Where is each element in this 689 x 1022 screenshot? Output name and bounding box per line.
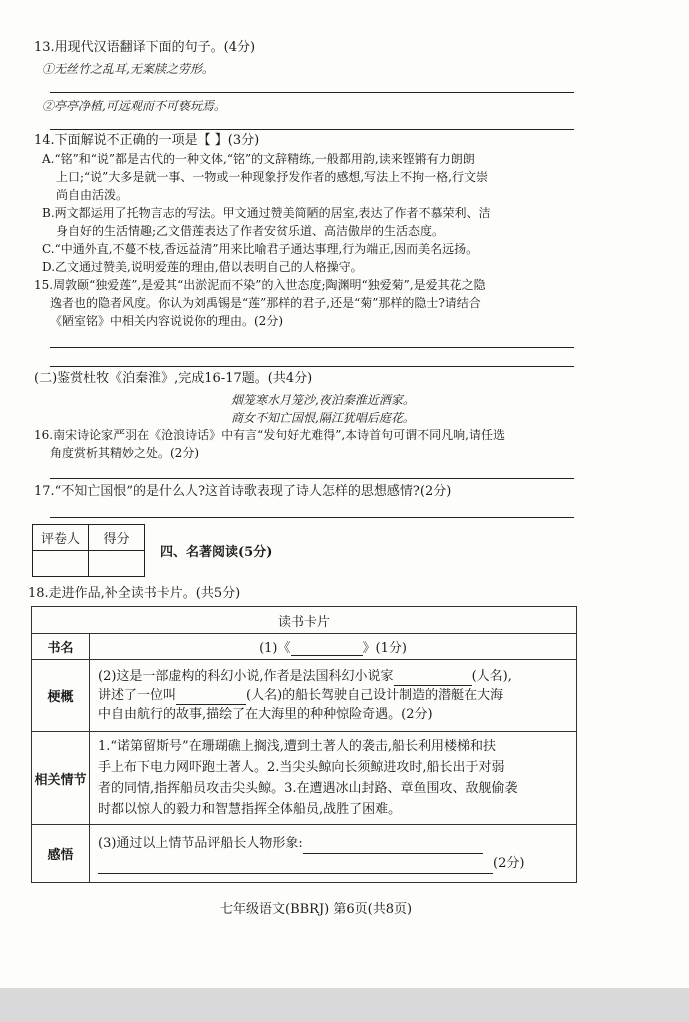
- q14-stem: 14.下面解说不正确的一项是【 】(3分): [34, 133, 260, 148]
- score-box: [32, 524, 145, 577]
- plot-line-2: 手上布下电力网吓跑土著人。2.当尖头鲸向长须鲸进攻时,船长出于对弱: [98, 760, 505, 775]
- answer-line: [50, 517, 574, 518]
- summary-text-3: 中自由航行的故事,描绘了在大海里的种种惊险奇遇。(2分): [98, 707, 433, 722]
- q13-sentence-1: ①无丝竹之乱耳,无案牍之劳形。: [42, 62, 214, 76]
- captain-blank[interactable]: [176, 690, 246, 705]
- reflection-blank-2[interactable]: [98, 859, 493, 874]
- reading-card: [31, 606, 577, 883]
- card-key-plot: 相关情节: [32, 732, 90, 825]
- summary-text-2a: 讲述了一位叫: [98, 688, 177, 703]
- summary-text-1b: (人名),: [471, 669, 512, 684]
- answer-line: [50, 129, 574, 130]
- q14-option-b-line2: 身自好的生活情趣;乙文借莲表达了作者安贫乐道、高洁傲岸的生活态度。: [56, 224, 445, 238]
- card-key-reflection: 感悟: [32, 825, 90, 883]
- plot-line-1: 1.“诺第留斯号”在珊瑚礁上搁浅,遭到土著人的袭击,船长利用楼梯和扶: [98, 739, 496, 754]
- q17-stem: 17.“不知亡国恨”的是什么人?这首诗歌表现了诗人怎样的思想感情?(2分): [34, 484, 452, 499]
- q16-line2: 角度赏析其精妙之处。(2分): [50, 446, 199, 460]
- score-cell[interactable]: [89, 551, 145, 577]
- page-footer: 七年级语文(BBRJ) 第6页(共8页): [220, 902, 413, 917]
- section-4-title: 四、名著阅读(5分): [160, 545, 273, 560]
- card-title: 读书卡片: [32, 607, 577, 634]
- q14-option-a-line2: 上口;“说”大多是就一事、一物或一种现象抒发作者的感想,写法上不拘一格,行文崇: [56, 170, 488, 184]
- answer-line: [50, 366, 574, 367]
- answer-line: [50, 347, 574, 348]
- reflection-blank-1[interactable]: [303, 839, 483, 854]
- reflection-text: (3)通过以上情节品评船长人物形象:: [98, 835, 303, 851]
- q14-option-b-line1: B.两文都运用了托物言志的写法。甲文通过赞美简陋的居室,表达了作者不慕荣利、洁: [42, 206, 491, 220]
- q16-line1: 16.南宋诗论家严羽在《沧浪诗话》中有言“发句好尤难得”,本诗首句可谓不同凡响,请任选: [34, 428, 505, 442]
- q13-sentence-2: ②亭亭净植,可远观而不可亵玩焉。: [42, 99, 226, 113]
- q13-stem: 13.用现代汉语翻译下面的句子。(4分): [34, 40, 256, 55]
- grader-cell[interactable]: [33, 551, 89, 577]
- q14-option-c: C.“中通外直,不蔓不枝,香远益清”用来比喻君子通达事理,行为端正,因而美名远扬。: [42, 242, 479, 256]
- plot-line-3: 者的同情,指挥船员攻击尖头鲸。3.在遭遇冰山封路、章鱼围攻、敌舰偷袭: [98, 781, 518, 796]
- section-2-title: (二)鉴赏杜牧《泊秦淮》,完成16-17题。(共4分): [34, 371, 313, 386]
- summary-text-2b: (人名)的船长驾驶自己设计制造的潜艇在大海: [246, 688, 504, 703]
- q14-option-a-line3: 尚自由活泼。: [56, 188, 129, 202]
- card-book-title-row: [90, 634, 577, 660]
- grader-header: 评卷人: [33, 525, 89, 551]
- q14-option-a-line1: A.“铭”和“说”都是古代的一种文体,“铭”的文辞精练,一般都用韵,读来铿锵有力朗朗: [42, 152, 475, 166]
- card-plot: [90, 732, 577, 825]
- book-title-suffix: 》(1分): [362, 641, 407, 656]
- q14-option-d: D.乙文通过赞美,说明爱莲的理由,借以表明自己的人格操守。: [42, 260, 363, 274]
- card-reflection: [90, 825, 577, 883]
- q15-line1: 15.周敦颐“独爱莲”,是爱其“出淤泥而不染”的入世态度;陶渊明“独爱菊”,是爱其花之隐: [34, 278, 486, 292]
- poem-line-1: 烟笼寒水月笼沙,夜泊秦淮近酒家。: [231, 393, 415, 407]
- q15-line2: 逸者也的隐者风度。你认为刘禹锡是“莲”那样的君子,还是“菊”那样的隐士?请结合: [50, 296, 481, 310]
- card-key-title: 书名: [32, 634, 90, 660]
- score-header: 得分: [89, 525, 145, 551]
- answer-line: [50, 478, 574, 479]
- book-title-blank[interactable]: [291, 641, 363, 656]
- reflection-score: (2分): [493, 855, 525, 871]
- poem-line-2: 商女不知亡国恨,隔江犹唱后庭花。: [231, 411, 415, 425]
- answer-line: [50, 92, 574, 93]
- q18-stem: 18.走进作品,补全读书卡片。(共5分): [28, 586, 241, 601]
- book-title-prefix: (1)《: [259, 641, 291, 656]
- summary-text-1a: (2)这是一部虚构的科幻小说,作者是法国科幻小说家: [98, 669, 394, 684]
- card-summary: [90, 660, 577, 732]
- author-blank[interactable]: [394, 671, 472, 686]
- q15-line3: 《陋室铭》中相关内容说说你的理由。(2分): [50, 314, 283, 328]
- plot-line-4: 时都以惊人的毅力和智慧指挥全体船员,战胜了困难。: [98, 802, 402, 817]
- card-key-summary: 梗概: [32, 660, 90, 732]
- scan-bottom-margin: [0, 988, 689, 1022]
